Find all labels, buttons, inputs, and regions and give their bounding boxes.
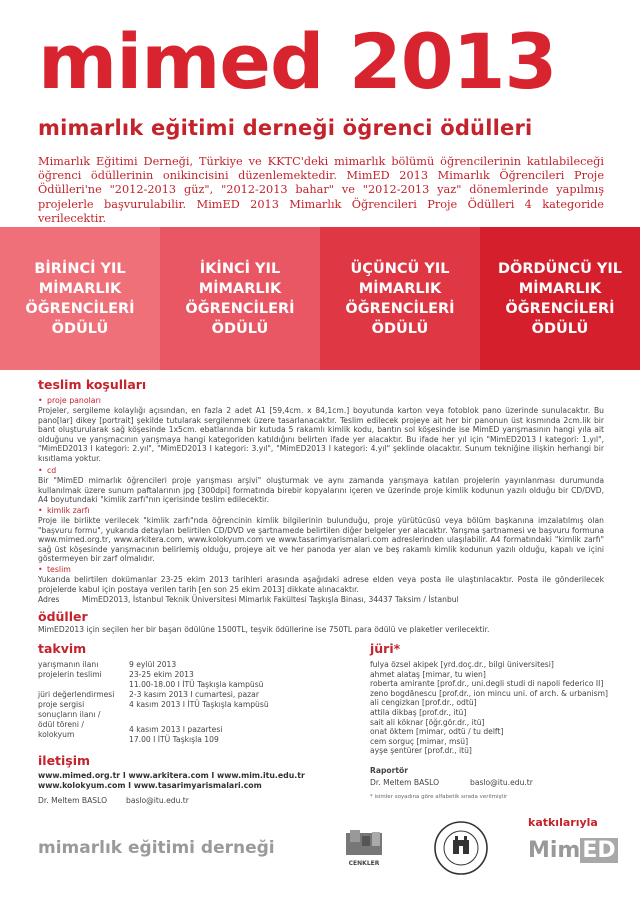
section-heading-iletisim: iletişim: [38, 753, 91, 768]
juri-member: ayşe şentürer [prof.dr., itü]: [370, 746, 472, 756]
juri-list: [370, 660, 608, 756]
takvim-value: 4 kasım 2013 I İTÜ Taşkışla kampüsü: [129, 700, 269, 709]
page-subtitle: mimarlık eğitimi derneği öğrenci ödülleri: [38, 116, 533, 140]
raportor-email: baslo@itu.edu.tr: [470, 778, 533, 787]
category-fourth-year: DÖRDÜNCÜ YIL MİMARLIK ÖĞRENCİLERİ ÖDÜLÜ: [480, 227, 640, 370]
takvim-label: jüri değerlendirmesi: [38, 690, 115, 699]
juri-note: * isimler soyadına göre alfabetik sırada verilmiştir: [370, 794, 508, 800]
takvim-label: sonuçların ilanı /: [38, 710, 101, 719]
takvim-label: kolokyum: [38, 730, 75, 739]
subheading-teslim: • teslim: [47, 565, 71, 574]
takvim-value: 23-25 ekim 2013: [129, 670, 194, 679]
takvim-label: ödül töreni /: [38, 720, 84, 729]
juri-member: cem sorguç [mimar, msü]: [370, 736, 469, 746]
juri-member: fulya özsel akipek [yrd.doç.dr., bilgi üniversitesi]: [370, 660, 554, 669]
juri-member: onat öktem [mimar, odtü / tu delft]: [370, 727, 504, 737]
takvim-value: 11.00-18.00 I İTÜ Taşkışla kampüsü: [129, 680, 264, 689]
itu-seal-icon: [433, 820, 489, 876]
category-second-year: İKİNCİ YIL MİMARLIK ÖĞRENCİLERİ ÖDÜLÜ: [160, 227, 320, 370]
contact-links-line1[interactable]: www.mimed.org.tr I www.arkitera.com I www.mim.itu.edu.tr: [38, 771, 305, 780]
takvim-value: 9 eylül 2013: [129, 660, 177, 669]
katkilariyla-label: katkılarıyla: [528, 816, 598, 829]
itu-logo: [433, 820, 489, 880]
takvim-value: 2-3 kasım 2013 I cumartesi, pazar: [129, 690, 259, 699]
takvim-label: yarışmanın ilanı: [38, 660, 99, 669]
kimlik-zarfi-text: Proje ile birlikte verilecek "kimlik zarfı"nda öğrencinin kimlik bilgilerinin bulunduğu, proje yürütücüsü veya bölüm başkanına imzalatılmış olan "başvuru formu", yukarıda detayları belirtilen CD/DVD ve şartnamede belirtilen diğer belgeler yer alacaktır. Yarışma şartnamesi ve başvuru formuna www.mimed.org.tr, www.arkitera.com, www.kolokyum.com ve www.tasarimyarismalari.com adreslerinden ulaşılabilir. A4 formatındaki "kimlik zarfı" sağ üst köşesinde yarışmacının belirlemiş olduğu, projeye ait ve her panoda yer alan ve beş rakamlı kimlik kodunun yazılı olduğu, kapalı ve içini göstermeyen bir zarf olmalıdır.: [38, 516, 604, 564]
section-heading-teslim: teslim koşulları: [38, 377, 147, 392]
takvim-label: proje sergisi: [38, 700, 85, 709]
contact-email[interactable]: baslo@itu.edu.tr: [126, 796, 189, 805]
raportor-name: Dr. Meltem BASLO: [370, 778, 440, 787]
category-third-year: ÜÇÜNCÜ YIL MİMARLIK ÖĞRENCİLERİ ÖDÜLÜ: [320, 227, 480, 370]
cd-text: Bir "MimED mimarlık öğrencileri proje yarışması arşivi" oluşturmak ve aynı zamanda yarışmaya katılan projelerin yayınlanması durumunda kullanılmak üzere sunum paftalarının jpg [300dpi] formatında birebir kopyalarını içeren ve üzerinde proje kimlik kodunun yazılı olduğu bir CD/DVD, A4 boyutundaki "kimlik zarfı"nın içerisinde teslim edilecektir.: [38, 476, 604, 505]
proje-panolari-text: Projeler, sergileme kolaylığı açısından, en fazla 2 adet A1 [59,4cm. x 84,1cm.] boyutunda karton veya fotoblok pano üzerinde sunulacaktır. Bu pano[lar] dikey [portrait] şekilde tutularak sergilenmek üzere tasarlanacaktır. Teslim edilecek projeye ait her bir panonun üst kısmında 2cm.lik bir bant oluşturularak sağ köşesinde 1x5cm. ebatlarında bir kutuda 5 rakamlı kimlik kodu, bantın sol köşesinde ise MimED yarışmasının hangi yıla ait olduğunu ve yarışmacının yarışmaya hangi kategoriden katıldığını belirten ifade yer alacaktır. Bu ifade her yıl için "MimED2013 I kategori: 1.yıl", "MimED2013 I kategori: 2.yıl", "MimED2013 I kategori: 3.yıl", "MimED2013 I kategori: 4.yıl" şeklinde olacaktır. Sunum tekniğine ilişkin herhangi bir kısıtlama yoktur.: [38, 406, 604, 463]
subheading-proje-panolari: • proje panoları: [47, 396, 101, 405]
raportor-label: Raportör: [370, 766, 408, 775]
juri-member: attila dikbaş [prof.dr., itü]: [370, 707, 467, 717]
adres-label: Adres: [38, 595, 60, 604]
section-heading-takvim: takvim: [38, 641, 87, 656]
teslim-text: Yukarıda belirtilen dokümanlar 23-25 ekim 2013 tarihleri arasında aşağıdaki adrese elden veya posta ile ulaştırılacaktır. Posta ile gönderilecek projelerde kabul için postaya verilen tarih [en son 25 ekim 2013] dikkate alınacaktır.: [38, 575, 604, 594]
cenkler-logo-icon: [345, 830, 383, 856]
category-first-year: BİRİNCİ YIL MİMARLIK ÖĞRENCİLERİ ÖDÜLÜ: [0, 227, 160, 370]
juri-member: ahmet alataş [mimar, tu wien]: [370, 669, 486, 679]
juri-member: roberta amirante [prof.dr., uni.degli studi di napoli federico II]: [370, 679, 604, 689]
contact-links-line2[interactable]: www.kolokyum.com I www.tasarimyarismalari.com: [38, 781, 262, 790]
oduller-text: MimED2013 için seçilen her bir başarı ödülüne 1500TL, teşvik ödüllerine ise 750TL para ödülü ve plaketler verilecektir.: [38, 625, 490, 634]
subheading-kimlik-zarfi: • kimlik zarfı: [47, 506, 90, 515]
takvim-label: projelerin teslimi: [38, 670, 102, 679]
juri-member: zeno bogdănescu [prof.dr., ion mincu uni. of arch. & urbanism]: [370, 688, 608, 698]
cenkler-logo: [345, 830, 383, 867]
subheading-cd: • cd: [47, 466, 56, 475]
page-title: mimed 2013: [38, 17, 557, 106]
cenkler-text: CENKLER: [348, 860, 380, 867]
adres-text: MimED2013, İstanbul Teknik Üniversitesi Mimarlık Fakültesi Taşkışla Binası, 34437 Taksim / İstanbul: [82, 595, 459, 604]
category-band: [0, 227, 640, 370]
contact-name: Dr. Meltem BASLO: [38, 796, 108, 805]
juri-member: sait ali köknar [öğr.gör.dr., itü]: [370, 717, 485, 727]
section-heading-oduller: ödüller: [38, 609, 88, 624]
section-heading-juri: jüri*: [370, 641, 401, 656]
takvim-value: 4 kasım 2013 I pazartesi: [129, 725, 223, 734]
intro-paragraph: Mimarlık Eğitimi Derneği, Türkiye ve KKTC'deki mimarlık bölümü öğrencilerinin katılabileceği öğrenci ödüllerinin onikincisini düzenlemektedir. MimED 2013 Mimarlık Öğrencileri Proje Ödülleri'ne "2012-2013 güz", "2012-2013 bahar" ve "2012-2013 yaz" dönemlerinde yapılmış projelerle başvurulabilir. MimED 2013 Mimarlık Öğrencileri Proje Ödülleri 4 kategoride verilecektir.: [38, 155, 604, 225]
mimed-logo: MimED: [528, 838, 616, 863]
takvim-value: 17.00 I İTÜ Taşkışla 109: [129, 735, 219, 744]
juri-member: ali cengizkan [prof.dr., odtü]: [370, 698, 477, 708]
footer-org-name: mimarlık eğitimi derneği: [38, 838, 275, 858]
